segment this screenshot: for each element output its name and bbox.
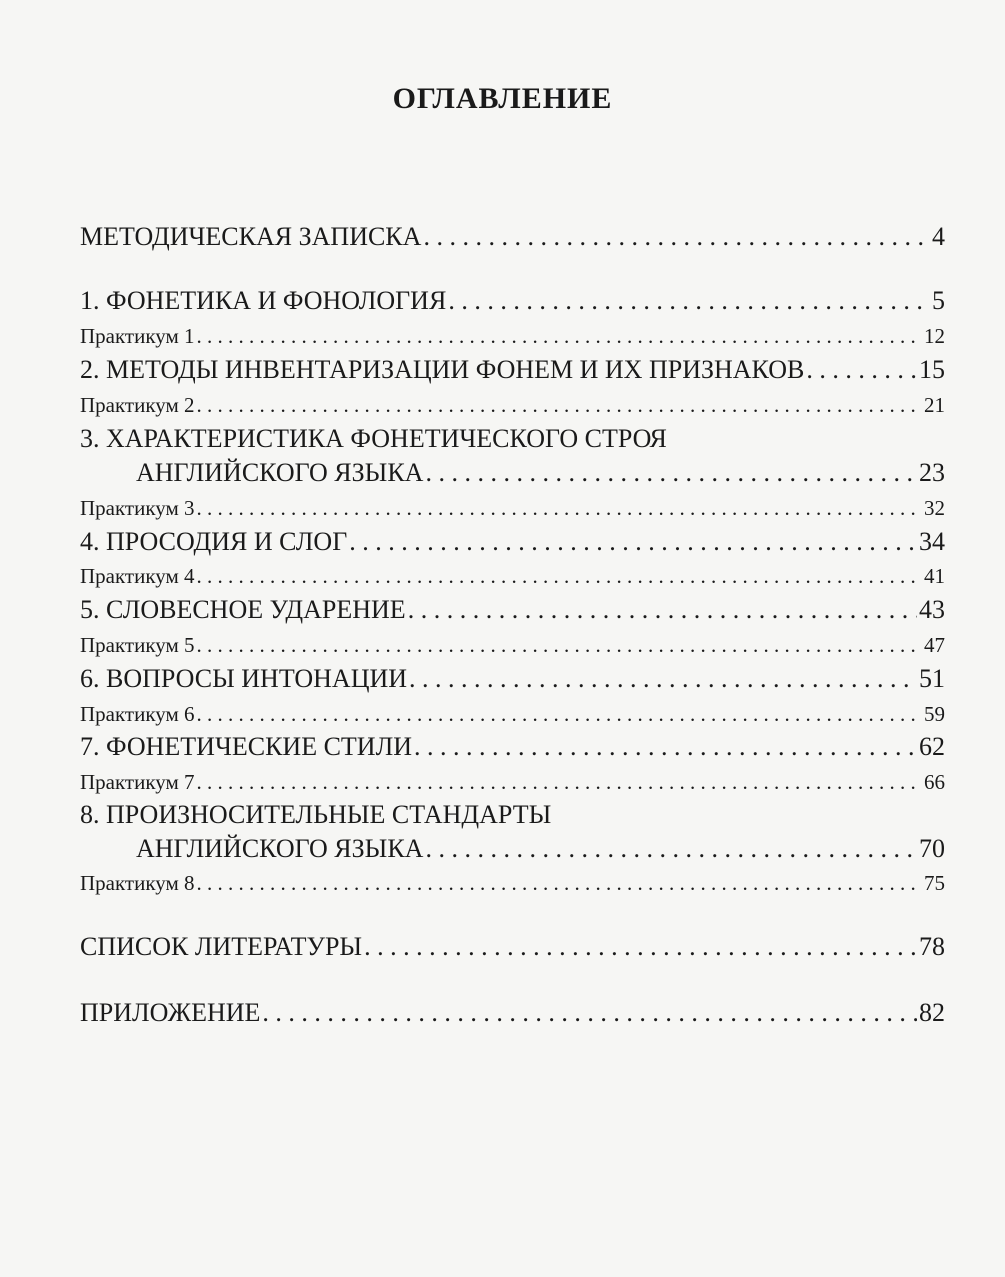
toc-entry-label: ПРИЛОЖЕНИЕ	[80, 998, 261, 1027]
dot-leader	[197, 871, 923, 896]
toc-entry-practicum-5	[80, 633, 945, 658]
toc-entry-practicum-4	[80, 564, 945, 589]
toc-entry-chapter-7	[80, 732, 945, 762]
toc-page-number: 51	[919, 664, 945, 693]
toc-entry-label: Практикум 7	[80, 770, 195, 794]
dot-leader	[425, 834, 917, 864]
toc-entry-chapter-4	[80, 527, 945, 557]
dot-leader	[349, 527, 917, 557]
dot-leader	[409, 664, 917, 694]
toc-entry-chapter-6	[80, 664, 945, 694]
toc-entry-label: 7. ФОНЕТИЧЕСКИЕ СТИЛИ	[80, 732, 412, 761]
toc-entry-methodical-note	[80, 222, 945, 252]
toc-entry-label: МЕТОДИЧЕСКАЯ ЗАПИСКА	[80, 222, 422, 251]
toc-entry-chapter-2	[80, 355, 945, 385]
toc-entry-label: Практикум 8	[80, 871, 195, 895]
toc-entry-practicum-3	[80, 496, 945, 521]
toc-entry-label: АНГЛИЙСКОГО ЯЗЫКА	[136, 458, 424, 487]
toc-page-number: 32	[924, 496, 945, 520]
dot-leader	[197, 393, 923, 418]
dot-leader	[197, 633, 923, 658]
dot-leader	[197, 702, 923, 727]
dot-leader	[448, 286, 930, 316]
toc-entry-practicum-8	[80, 871, 945, 896]
toc-page-number: 4	[932, 222, 945, 251]
toc-entry-chapter-8	[136, 834, 945, 864]
toc-page-number: 59	[924, 702, 945, 726]
toc-page-number: 34	[919, 527, 945, 556]
page-title: ОГЛАВЛЕНИЕ	[392, 82, 613, 115]
dot-leader	[197, 770, 923, 795]
toc-entry-chapter-5	[80, 595, 945, 625]
toc-entry-practicum-2	[80, 393, 945, 418]
toc-page-number: 75	[924, 871, 945, 895]
toc-entry-label: 6. ВОПРОСЫ ИНТОНАЦИИ	[80, 664, 408, 693]
toc-entry-label: Практикум 4	[80, 564, 195, 588]
dot-leader	[262, 998, 917, 1028]
toc-entry-label: Практикум 6	[80, 702, 195, 726]
toc-entry-label: АНГЛИЙСКОГО ЯЗЫКА	[136, 834, 424, 863]
toc-page-number: 70	[919, 834, 945, 863]
toc-entry-label: Практикум 2	[80, 393, 195, 417]
toc-entry-label: 5. СЛОВЕСНОЕ УДАРЕНИЕ	[80, 595, 406, 624]
toc-page-number: 78	[919, 932, 945, 961]
toc-page-number: 66	[924, 770, 945, 794]
toc-entry-label: 2. МЕТОДЫ ИНВЕНТАРИЗАЦИИ ФОНЕМ И ИХ ПРИЗНАКОВ	[80, 355, 805, 384]
toc-page-number: 47	[924, 633, 945, 657]
dot-leader	[806, 355, 917, 385]
toc-entry-chapter-3	[136, 458, 945, 488]
toc-page-number: 41	[924, 564, 945, 588]
toc-entry-label: СПИСОК ЛИТЕРАТУРЫ	[80, 932, 363, 961]
toc-entry-practicum-6	[80, 702, 945, 727]
dot-leader	[197, 496, 923, 521]
dot-leader	[197, 324, 923, 349]
toc-entry-chapter-1	[80, 286, 945, 316]
toc-page-number: 5	[932, 286, 945, 315]
toc-entry-label: 4. ПРОСОДИЯ И СЛОГ	[80, 527, 348, 556]
dot-leader	[408, 595, 917, 625]
toc-entry-label: 1. ФОНЕТИКА И ФОНОЛОГИЯ	[80, 286, 447, 315]
toc-entry-chapter-3-line1: 3. ХАРАКТЕРИСТИКА ФОНЕТИЧЕСКОГО СТРОЯ	[80, 424, 667, 453]
dot-leader	[197, 564, 923, 589]
toc-page-number: 43	[919, 595, 945, 624]
dot-leader	[425, 458, 917, 488]
toc-entry-label: Практикум 5	[80, 633, 195, 657]
dot-leader	[423, 222, 930, 252]
toc-page-number: 21	[924, 393, 945, 417]
toc-page-number: 62	[919, 732, 945, 761]
toc-page-number: 23	[919, 458, 945, 487]
toc-entry-chapter-8-line1: 8. ПРОИЗНОСИТЕЛЬНЫЕ СТАНДАРТЫ	[80, 800, 552, 829]
toc-entry-label: Практикум 3	[80, 496, 195, 520]
dot-leader	[364, 932, 917, 962]
toc-entry-bibliography	[80, 932, 945, 962]
toc-entry-label: Практикум 1	[80, 324, 195, 348]
toc-page-number: 12	[924, 324, 945, 348]
toc-entry-practicum-1	[80, 324, 945, 349]
toc-page-number: 15	[919, 355, 945, 384]
dot-leader	[414, 732, 917, 762]
toc-entry-appendix	[80, 998, 945, 1028]
toc-entry-practicum-7	[80, 770, 945, 795]
toc-page-number: 82	[919, 998, 945, 1027]
